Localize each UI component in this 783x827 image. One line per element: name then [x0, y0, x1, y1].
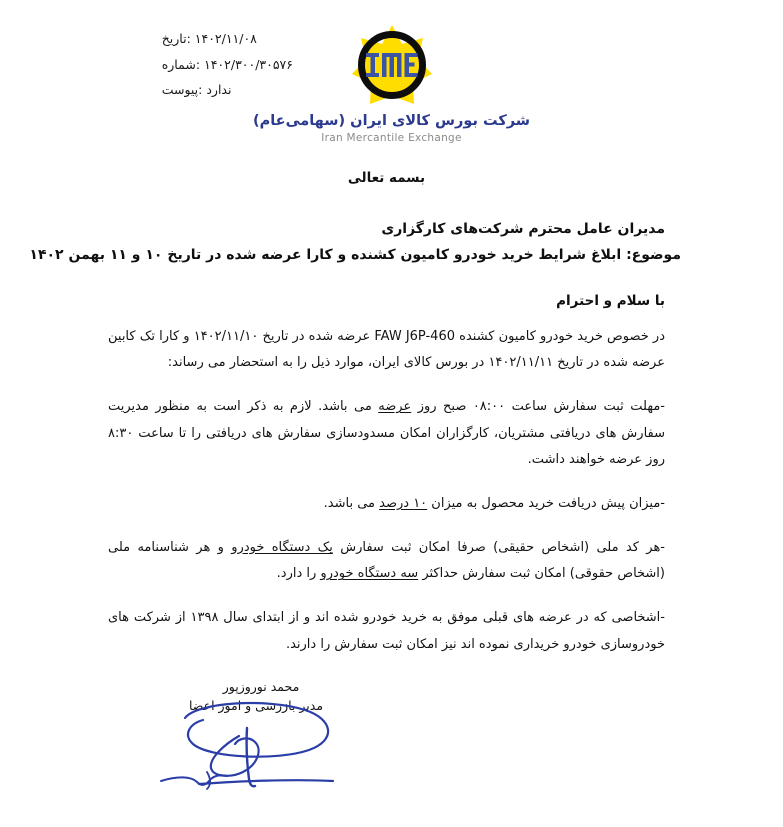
emphasis-prepayment-1: ۱۰ درصد	[379, 495, 428, 511]
paragraph-prepayment	[108, 491, 665, 518]
text-intro-2: عرضه شده در تاریخ ۱۴۰۲/۱۱/۱۰ و کارا تک کابین عرضه شده در تاریخ ۱۴۰۲/۱۱/۱۱ در بورس کالای ایران، موارد ذیل را به استحضار می رساند:	[108, 328, 665, 371]
text-limits-0: -هر کد ملی (اشخاص حقیقی) صرفا امکان ثبت سفارش	[332, 539, 665, 555]
paragraph-limits	[108, 535, 665, 588]
text-previous-buyers-0: -اشخاصی که در عرضه های قبلی موفق به خرید خودرو شده اند و از ابتدای سال ۱۳۹۸ از شرکت های خودروسازی خودرو خریداری نموده اند نیز امکان ثبت سفارش را دارند.	[108, 609, 665, 652]
emphasis-deadline-1: عرضه	[378, 399, 412, 415]
company-logo	[0, 24, 783, 144]
basmala-line: بسمه تعالی	[347, 170, 426, 186]
paragraph-deadline	[108, 394, 665, 474]
emphasis-limits-3: سه دستگاه خودرو	[320, 566, 419, 582]
meta-number-label: شماره	[161, 56, 196, 72]
text-deadline-0: -مهلت ثبت سفارش ساعت ۰۸:۰۰ صبح روز	[411, 399, 665, 415]
text-limits-2: و هر شناسنامه ملی (اشخاص حقوقی) امکان ثبت سفارش حداکثر	[108, 539, 665, 582]
subject-line	[29, 243, 681, 269]
meta-attachment-value: ندارد	[206, 82, 232, 98]
company-name-fa: شرکت بورس کالای ایران (سهامی‌عام)	[252, 113, 531, 129]
text-prepayment-2: می باشد.	[323, 495, 380, 511]
ime-logo-mark	[351, 24, 433, 106]
model-code-intro: FAW J6P-460	[374, 328, 455, 344]
signatory-name: محمد نوروزپور	[222, 679, 300, 694]
addressee-line: مدیران عامل محترم شرکت‌های کارگزاری	[381, 221, 665, 237]
meta-date-value: ۱۴۰۲/۱۱/۰۸	[194, 31, 257, 46]
text-deadline-2: می باشد. لازم به ذکر است به منظور مدیریت سفارش های دریافتی مشتریان، کارگزاران امکان مسدودسازی سفارش های دریافتی را تا ساعت ۸:۳۰ روز عرضه خواهند داشت.	[108, 399, 665, 468]
subject-label: موضوع:	[626, 246, 681, 263]
subject-text: ابلاغ شرایط خرید خودرو کامیون کشنده و کارا عرضه شده در تاریخ ۱۰ و ۱۱ بهمن ۱۴۰۲	[29, 246, 622, 263]
meta-number-value: ۱۴۰۲/۳۰۰/۳۰۵۷۶	[204, 56, 293, 72]
signature-block	[131, 678, 391, 798]
meta-attachment-label: پیوست	[161, 82, 199, 98]
meta-date-label: تاریخ	[161, 31, 187, 46]
meta-row-number: ۱۴۰۲/۳۰۰/۳۰۵۷۶ :شماره	[161, 56, 293, 72]
text-prepayment-0: -میزان پیش دریافت خرید محصول به میزان	[427, 495, 665, 511]
paragraph-list	[108, 324, 665, 658]
ime-letters-svg	[366, 52, 418, 78]
meta-row-attachment: ندارد :پیوست	[161, 82, 232, 98]
salutation-line: با سلام و احترام	[556, 292, 665, 309]
text-intro-0: در خصوص خرید خودرو کامیون کشنده	[455, 328, 665, 344]
ime-monogram-icon	[351, 24, 433, 106]
text-limits-4: را دارد.	[276, 566, 321, 582]
paragraph-intro	[108, 324, 665, 377]
signatory-title: مدیر بازرسی و امور اعضا	[188, 697, 324, 713]
paragraph-previous-buyers	[108, 605, 665, 658]
meta-row-date: ۱۴۰۲/۱۱/۰۸ :تاریخ	[161, 31, 257, 46]
letter-body	[0, 170, 783, 658]
company-name-en: Iran Mercantile Exchange	[321, 132, 462, 144]
letter-title-block	[29, 217, 681, 269]
emphasis-limits-1: یک دستگاه خودرو	[231, 539, 333, 555]
letter-header	[0, 0, 783, 152]
